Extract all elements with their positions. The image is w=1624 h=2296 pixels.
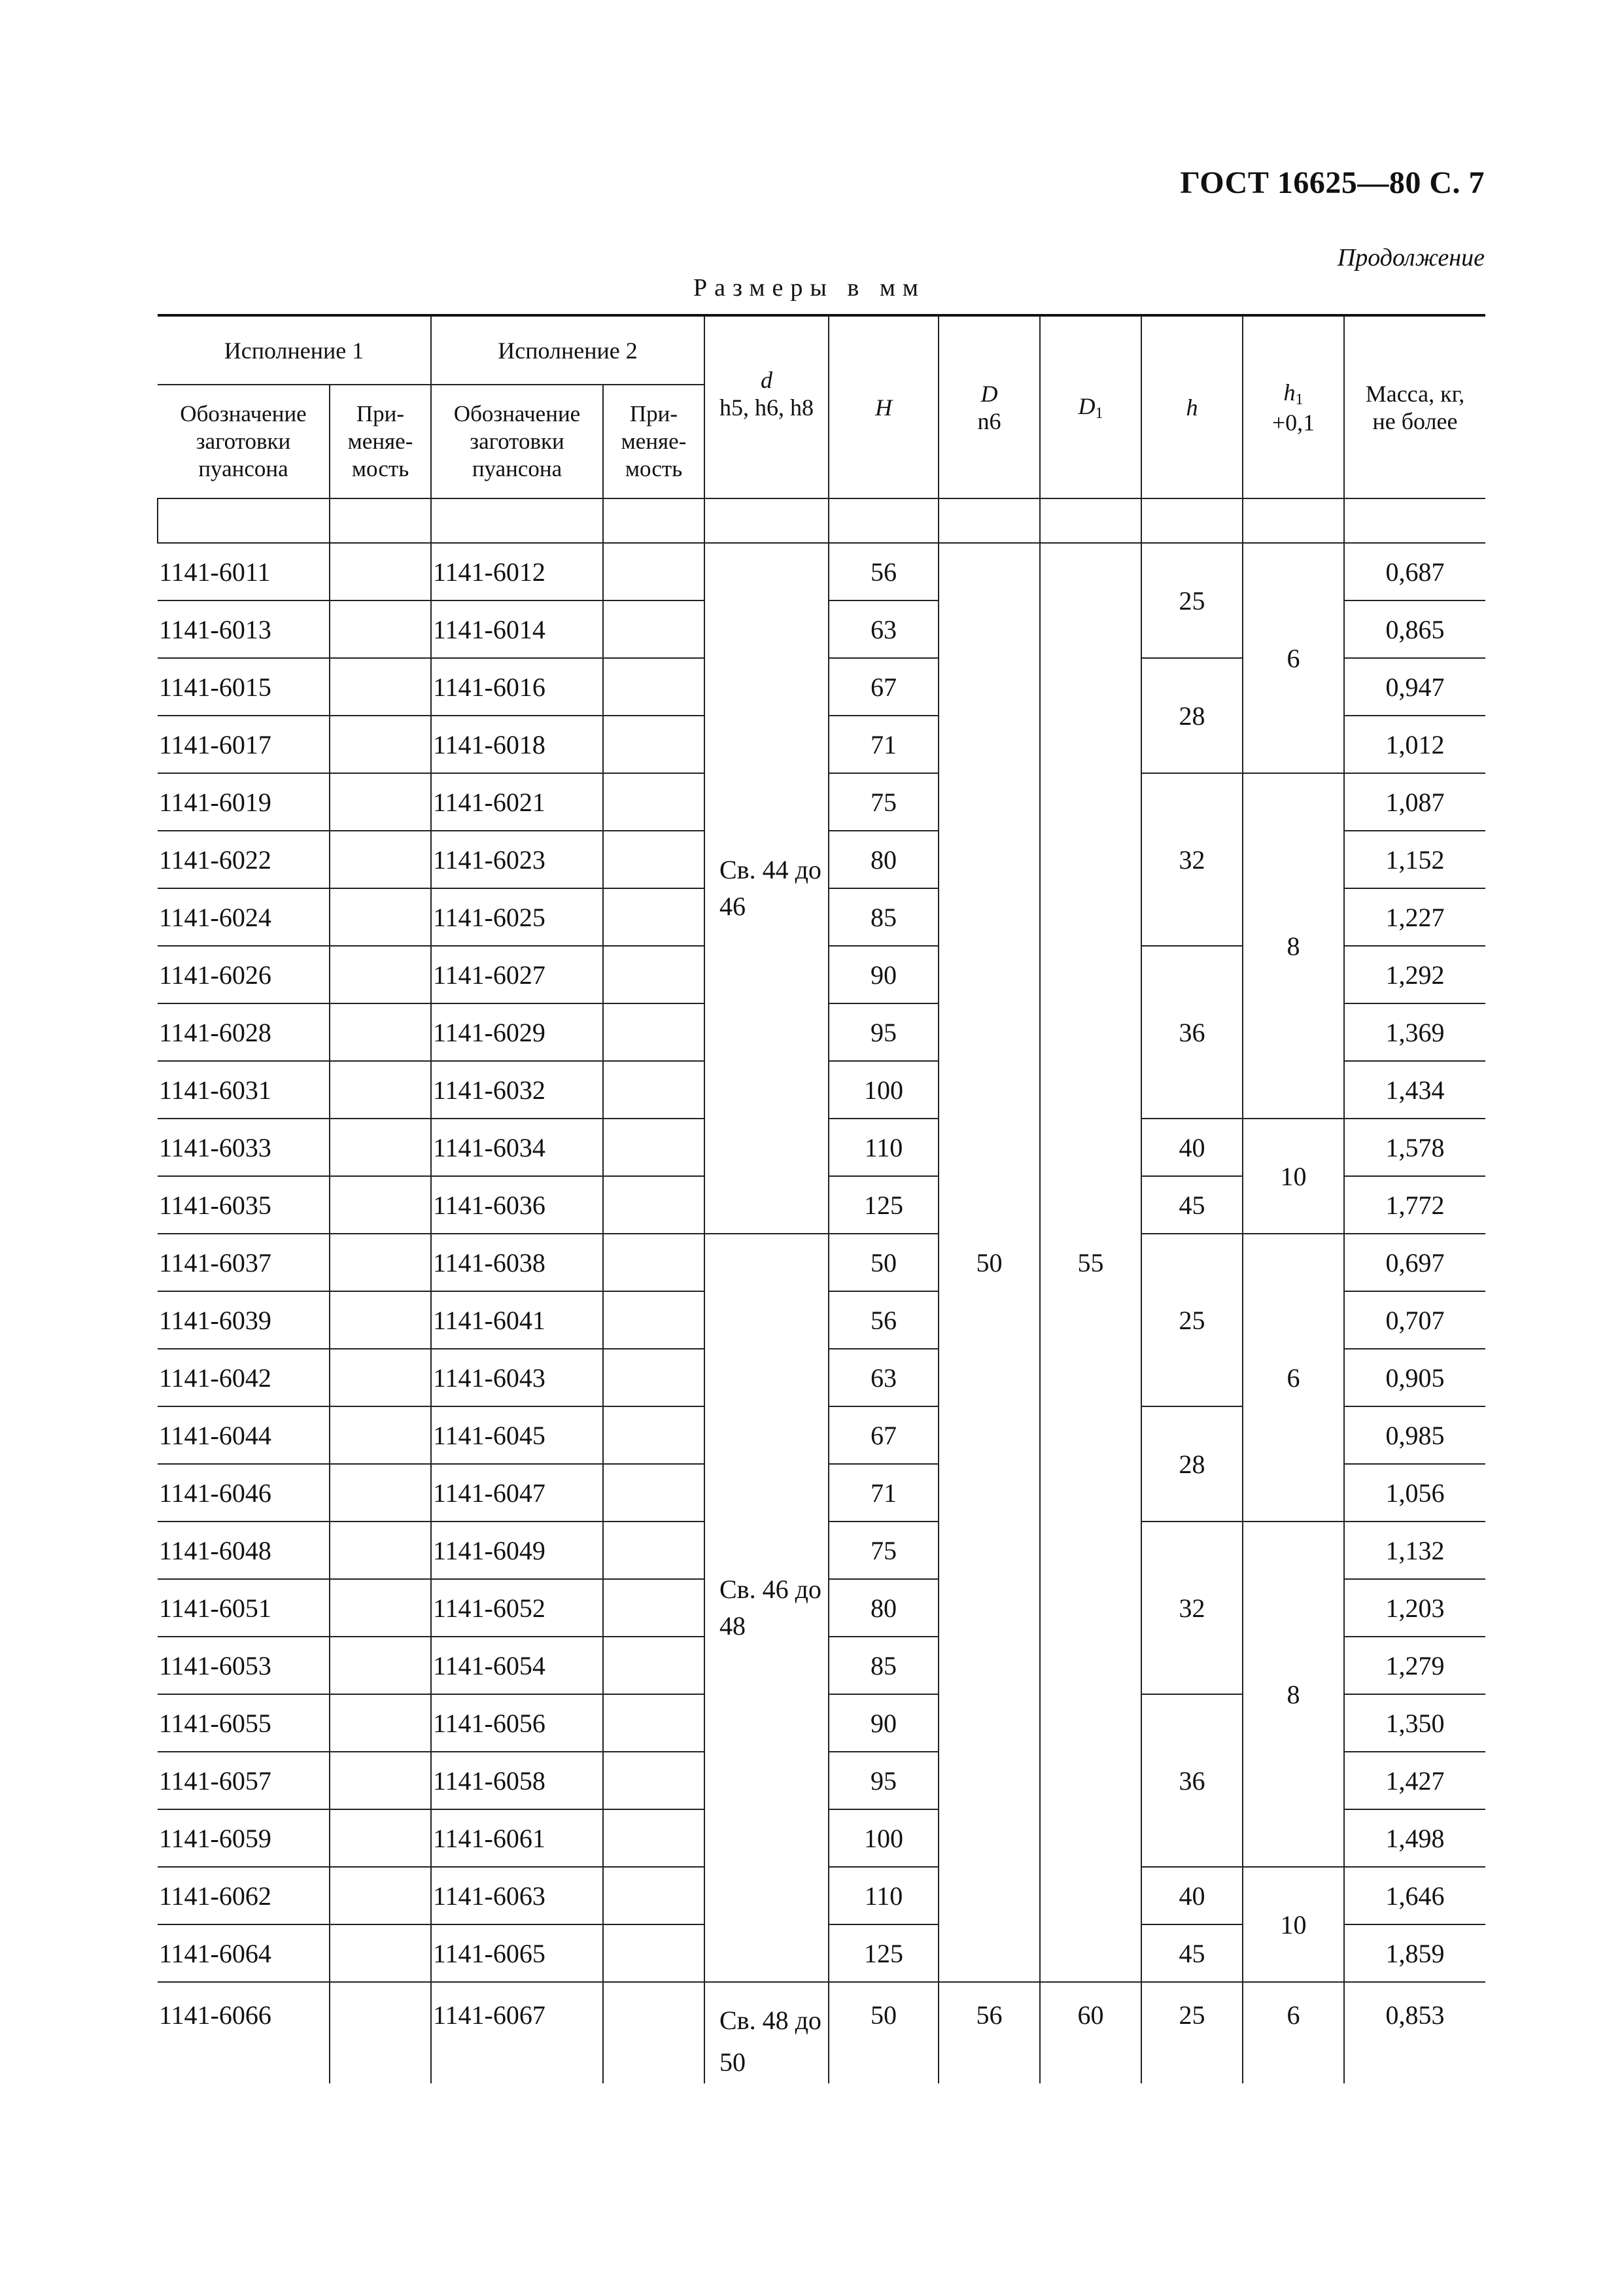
height-H-cell: 125 <box>829 1924 939 1982</box>
applicability-variant-1 <box>330 1176 431 1234</box>
height-h-cell: 40 <box>1141 1119 1243 1176</box>
designation-variant-1: 1141-6042 <box>158 1349 330 1406</box>
applicability-variant-1 <box>330 1752 431 1809</box>
applicability-variant-1 <box>330 1637 431 1694</box>
mass-cell: 1,227 <box>1344 888 1485 946</box>
applicability-variant-1 <box>330 831 431 888</box>
height-H-cell: 95 <box>829 1003 939 1061</box>
document-header: ГОСТ 16625—80 С. 7 <box>1180 165 1485 200</box>
applicability-variant-1 <box>330 1061 431 1119</box>
applicability-variant-1 <box>330 888 431 946</box>
designation-variant-1: 1141-6035 <box>158 1176 330 1234</box>
height-h-cell: 45 <box>1141 1924 1243 1982</box>
designation-variant-2: 1141-6012 <box>431 543 603 600</box>
diameter-range-cell: Св. 44 до 46 <box>704 543 829 1234</box>
diameter-D1-cell: 60 <box>1040 1982 1141 2083</box>
height-H-cell: 67 <box>829 1406 939 1464</box>
height-h-cell: 32 <box>1141 773 1243 946</box>
height-H-cell: 80 <box>829 831 939 888</box>
header-designation-2: Обозначение заготовки пуансона <box>431 385 603 498</box>
header-h1-symbol: h <box>1283 379 1296 406</box>
gap-cell <box>1040 498 1141 543</box>
height-H-cell: 100 <box>829 1061 939 1119</box>
designation-variant-1: 1141-6057 <box>158 1752 330 1809</box>
height-h1-cell: 8 <box>1243 1522 1344 1867</box>
designation-variant-1: 1141-6059 <box>158 1809 330 1867</box>
designation-variant-2: 1141-6043 <box>431 1349 603 1406</box>
designation-variant-1: 1141-6026 <box>158 946 330 1003</box>
applicability-variant-2 <box>603 1522 704 1579</box>
applicability-variant-1 <box>330 1349 431 1406</box>
mass-cell: 0,697 <box>1344 1234 1485 1291</box>
designation-variant-2: 1141-6014 <box>431 600 603 658</box>
header-gap-row <box>158 498 1485 543</box>
header-H: H <box>829 315 939 498</box>
height-h1-cell: 10 <box>1243 1867 1344 1982</box>
applicability-variant-1 <box>330 1522 431 1579</box>
height-h1-cell: 6 <box>1243 1234 1344 1522</box>
designation-variant-1: 1141-6051 <box>158 1579 330 1637</box>
header-variant-2: Исполнение 2 <box>431 315 704 385</box>
header-mass: Масса, кг, не более <box>1344 315 1485 498</box>
mass-cell: 0,985 <box>1344 1406 1485 1464</box>
height-h-cell: 25 <box>1141 1234 1243 1406</box>
header-variant-1: Исполнение 1 <box>158 315 431 385</box>
applicability-variant-1 <box>330 1003 431 1061</box>
height-H-cell: 80 <box>829 1579 939 1637</box>
designation-variant-1: 1141-6031 <box>158 1061 330 1119</box>
height-H-cell: 75 <box>829 773 939 831</box>
designation-variant-2: 1141-6025 <box>431 888 603 946</box>
applicability-variant-1 <box>330 658 431 716</box>
height-h-cell: 36 <box>1141 1694 1243 1867</box>
height-H-cell: 110 <box>829 1867 939 1924</box>
height-h-cell: 28 <box>1141 1406 1243 1522</box>
applicability-variant-2 <box>603 773 704 831</box>
applicability-variant-1 <box>330 1291 431 1349</box>
designation-variant-2: 1141-6047 <box>431 1464 603 1522</box>
applicability-variant-1 <box>330 773 431 831</box>
mass-cell: 1,350 <box>1344 1694 1485 1752</box>
applicability-variant-2 <box>603 1809 704 1867</box>
applicability-variant-1 <box>330 1406 431 1464</box>
applicability-variant-1 <box>330 1924 431 1982</box>
height-H-cell: 75 <box>829 1522 939 1579</box>
height-H-cell: 63 <box>829 600 939 658</box>
header-D <box>939 315 1040 498</box>
mass-cell: 1,132 <box>1344 1522 1485 1579</box>
applicability-variant-2 <box>603 1982 704 2083</box>
designation-variant-2: 1141-6065 <box>431 1924 603 1982</box>
designation-variant-1: 1141-6046 <box>158 1464 330 1522</box>
height-h-cell: 25 <box>1141 1982 1243 2083</box>
height-H-cell: 95 <box>829 1752 939 1809</box>
diameter-range-cell: Св. 46 до 48 <box>704 1234 829 1982</box>
gap-cell <box>158 498 330 543</box>
applicability-variant-1 <box>330 1119 431 1176</box>
mass-cell: 0,905 <box>1344 1349 1485 1406</box>
height-H-cell: 110 <box>829 1119 939 1176</box>
applicability-variant-1 <box>330 600 431 658</box>
applicability-variant-2 <box>603 1579 704 1637</box>
header-applicability-2: При-меняе-мость <box>603 385 704 498</box>
gap-cell <box>330 498 431 543</box>
applicability-variant-2 <box>603 1061 704 1119</box>
height-h1-cell: 6 <box>1243 1982 1344 2083</box>
mass-cell: 1,578 <box>1344 1119 1485 1176</box>
designation-variant-1: 1141-6039 <box>158 1291 330 1349</box>
height-H-cell: 100 <box>829 1809 939 1867</box>
designation-variant-2: 1141-6041 <box>431 1291 603 1349</box>
gap-cell <box>1141 498 1243 543</box>
gap-cell <box>1344 498 1485 543</box>
designation-variant-1: 1141-6024 <box>158 888 330 946</box>
designation-variant-2: 1141-6067 <box>431 1982 603 2083</box>
height-H-cell: 71 <box>829 1464 939 1522</box>
mass-cell: 1,279 <box>1344 1637 1485 1694</box>
applicability-variant-1 <box>330 1694 431 1752</box>
height-H-cell: 50 <box>829 1234 939 1291</box>
designation-variant-2: 1141-6061 <box>431 1809 603 1867</box>
applicability-variant-2 <box>603 600 704 658</box>
applicability-variant-1 <box>330 1579 431 1637</box>
gap-cell <box>1243 498 1344 543</box>
table-row <box>158 1982 1485 2083</box>
gap-cell <box>431 498 603 543</box>
mass-cell: 1,292 <box>1344 946 1485 1003</box>
mass-cell: 0,687 <box>1344 543 1485 600</box>
designation-variant-2: 1141-6063 <box>431 1867 603 1924</box>
height-H-cell: 90 <box>829 946 939 1003</box>
header-h1 <box>1243 315 1344 498</box>
designation-variant-1: 1141-6064 <box>158 1924 330 1982</box>
diameter-D-cell: 50 <box>939 543 1040 1982</box>
header-h1-subscript: 1 <box>1295 391 1304 408</box>
diameter-D-cell: 56 <box>939 1982 1040 2083</box>
height-h-cell: 40 <box>1141 1867 1243 1924</box>
designation-variant-1: 1141-6028 <box>158 1003 330 1061</box>
designation-variant-1: 1141-6066 <box>158 1982 330 2083</box>
height-h1-cell: 10 <box>1243 1119 1344 1234</box>
height-H-cell: 90 <box>829 1694 939 1752</box>
designation-variant-1: 1141-6053 <box>158 1637 330 1694</box>
height-H-cell: 125 <box>829 1176 939 1234</box>
mass-cell: 1,859 <box>1344 1924 1485 1982</box>
designation-variant-1: 1141-6048 <box>158 1522 330 1579</box>
table-row <box>158 543 1485 600</box>
applicability-variant-2 <box>603 1464 704 1522</box>
applicability-variant-2 <box>603 1867 704 1924</box>
height-h-cell: 25 <box>1141 543 1243 658</box>
applicability-variant-2 <box>603 1637 704 1694</box>
applicability-variant-1 <box>330 1867 431 1924</box>
height-h-cell: 28 <box>1141 658 1243 773</box>
header-d <box>704 315 829 498</box>
height-H-cell: 71 <box>829 716 939 773</box>
header-h: h <box>1141 315 1243 498</box>
applicability-variant-2 <box>603 658 704 716</box>
designation-variant-2: 1141-6056 <box>431 1694 603 1752</box>
header-d-symbol: d <box>761 366 772 393</box>
gap-cell <box>939 498 1040 543</box>
designation-variant-2: 1141-6029 <box>431 1003 603 1061</box>
applicability-variant-2 <box>603 543 704 600</box>
applicability-variant-1 <box>330 946 431 1003</box>
mass-cell: 1,434 <box>1344 1061 1485 1119</box>
diameter-range-cell: Св. 48 до 50 <box>704 1982 829 2083</box>
mass-cell: 0,865 <box>1344 600 1485 658</box>
header-designation-1: Обозначение заготовки пуансона <box>158 385 330 498</box>
applicability-variant-2 <box>603 1291 704 1349</box>
header-d-tolerance: h5, h6, h8 <box>719 394 814 421</box>
header-D1-subscript: 1 <box>1095 404 1103 422</box>
designation-variant-2: 1141-6038 <box>431 1234 603 1291</box>
mass-cell: 1,056 <box>1344 1464 1485 1522</box>
designation-variant-2: 1141-6045 <box>431 1406 603 1464</box>
continuation-label: Продолжение <box>1337 244 1485 271</box>
header-D1-symbol: D <box>1078 392 1096 419</box>
punch-blanks-table <box>157 314 1485 2083</box>
gap-cell <box>704 498 829 543</box>
mass-cell: 0,707 <box>1344 1291 1485 1349</box>
designation-variant-2: 1141-6054 <box>431 1637 603 1694</box>
applicability-variant-2 <box>603 888 704 946</box>
applicability-variant-1 <box>330 1982 431 2083</box>
designation-variant-1: 1141-6011 <box>158 543 330 600</box>
designation-variant-1: 1141-6022 <box>158 831 330 888</box>
gap-cell <box>829 498 939 543</box>
header-D1 <box>1040 315 1141 498</box>
designation-variant-1: 1141-6044 <box>158 1406 330 1464</box>
height-H-cell: 63 <box>829 1349 939 1406</box>
mass-cell: 1,772 <box>1344 1176 1485 1234</box>
designation-variant-1: 1141-6013 <box>158 600 330 658</box>
designation-variant-1: 1141-6019 <box>158 773 330 831</box>
applicability-variant-1 <box>330 716 431 773</box>
applicability-variant-2 <box>603 1924 704 1982</box>
height-h1-cell: 8 <box>1243 773 1344 1119</box>
applicability-variant-2 <box>603 1119 704 1176</box>
applicability-variant-2 <box>603 1406 704 1464</box>
applicability-variant-2 <box>603 1234 704 1291</box>
applicability-variant-1 <box>330 543 431 600</box>
header-D-tolerance: n6 <box>977 408 1001 434</box>
height-h1-cell: 6 <box>1243 543 1344 773</box>
height-h-cell: 32 <box>1141 1522 1243 1694</box>
designation-variant-1: 1141-6062 <box>158 1867 330 1924</box>
gap-cell <box>603 498 704 543</box>
height-H-cell: 56 <box>829 1291 939 1349</box>
designation-variant-2: 1141-6052 <box>431 1579 603 1637</box>
height-H-cell: 56 <box>829 543 939 600</box>
units-caption: Размеры в мм <box>693 274 925 302</box>
applicability-variant-1 <box>330 1464 431 1522</box>
applicability-variant-1 <box>330 1809 431 1867</box>
applicability-variant-2 <box>603 946 704 1003</box>
designation-variant-2: 1141-6027 <box>431 946 603 1003</box>
table-row <box>158 1234 1485 1291</box>
applicability-variant-2 <box>603 1752 704 1809</box>
designation-variant-2: 1141-6049 <box>431 1522 603 1579</box>
mass-cell: 1,152 <box>1344 831 1485 888</box>
applicability-variant-2 <box>603 1694 704 1752</box>
applicability-variant-2 <box>603 831 704 888</box>
applicability-variant-2 <box>603 716 704 773</box>
mass-cell: 1,498 <box>1344 1809 1485 1867</box>
designation-variant-2: 1141-6032 <box>431 1061 603 1119</box>
designation-variant-2: 1141-6021 <box>431 773 603 831</box>
mass-cell: 1,087 <box>1344 773 1485 831</box>
height-h-cell: 36 <box>1141 946 1243 1119</box>
designation-variant-1: 1141-6055 <box>158 1694 330 1752</box>
mass-cell: 1,427 <box>1344 1752 1485 1809</box>
designation-variant-2: 1141-6036 <box>431 1176 603 1234</box>
mass-cell: 1,012 <box>1344 716 1485 773</box>
height-H-cell: 85 <box>829 1637 939 1694</box>
height-H-cell: 50 <box>829 1982 939 2083</box>
designation-variant-2: 1141-6016 <box>431 658 603 716</box>
designation-variant-1: 1141-6015 <box>158 658 330 716</box>
applicability-variant-2 <box>603 1003 704 1061</box>
mass-cell: 1,369 <box>1344 1003 1485 1061</box>
header-applicability-1: При-меняе-мость <box>330 385 431 498</box>
applicability-variant-1 <box>330 1234 431 1291</box>
mass-cell: 1,203 <box>1344 1579 1485 1637</box>
header-D-symbol: D <box>980 380 998 407</box>
designation-variant-2: 1141-6058 <box>431 1752 603 1809</box>
designation-variant-1: 1141-6033 <box>158 1119 330 1176</box>
header-h1-tolerance: +0,1 <box>1271 409 1315 436</box>
applicability-variant-2 <box>603 1349 704 1406</box>
height-H-cell: 85 <box>829 888 939 946</box>
applicability-variant-2 <box>603 1176 704 1234</box>
height-h-cell: 45 <box>1141 1176 1243 1234</box>
designation-variant-2: 1141-6023 <box>431 831 603 888</box>
mass-cell: 0,853 <box>1344 1982 1485 2083</box>
designation-variant-2: 1141-6018 <box>431 716 603 773</box>
designation-variant-1: 1141-6017 <box>158 716 330 773</box>
mass-cell: 0,947 <box>1344 658 1485 716</box>
designation-variant-1: 1141-6037 <box>158 1234 330 1291</box>
designation-variant-2: 1141-6034 <box>431 1119 603 1176</box>
mass-cell: 1,646 <box>1344 1867 1485 1924</box>
height-H-cell: 67 <box>829 658 939 716</box>
diameter-D1-cell: 55 <box>1040 543 1141 1982</box>
